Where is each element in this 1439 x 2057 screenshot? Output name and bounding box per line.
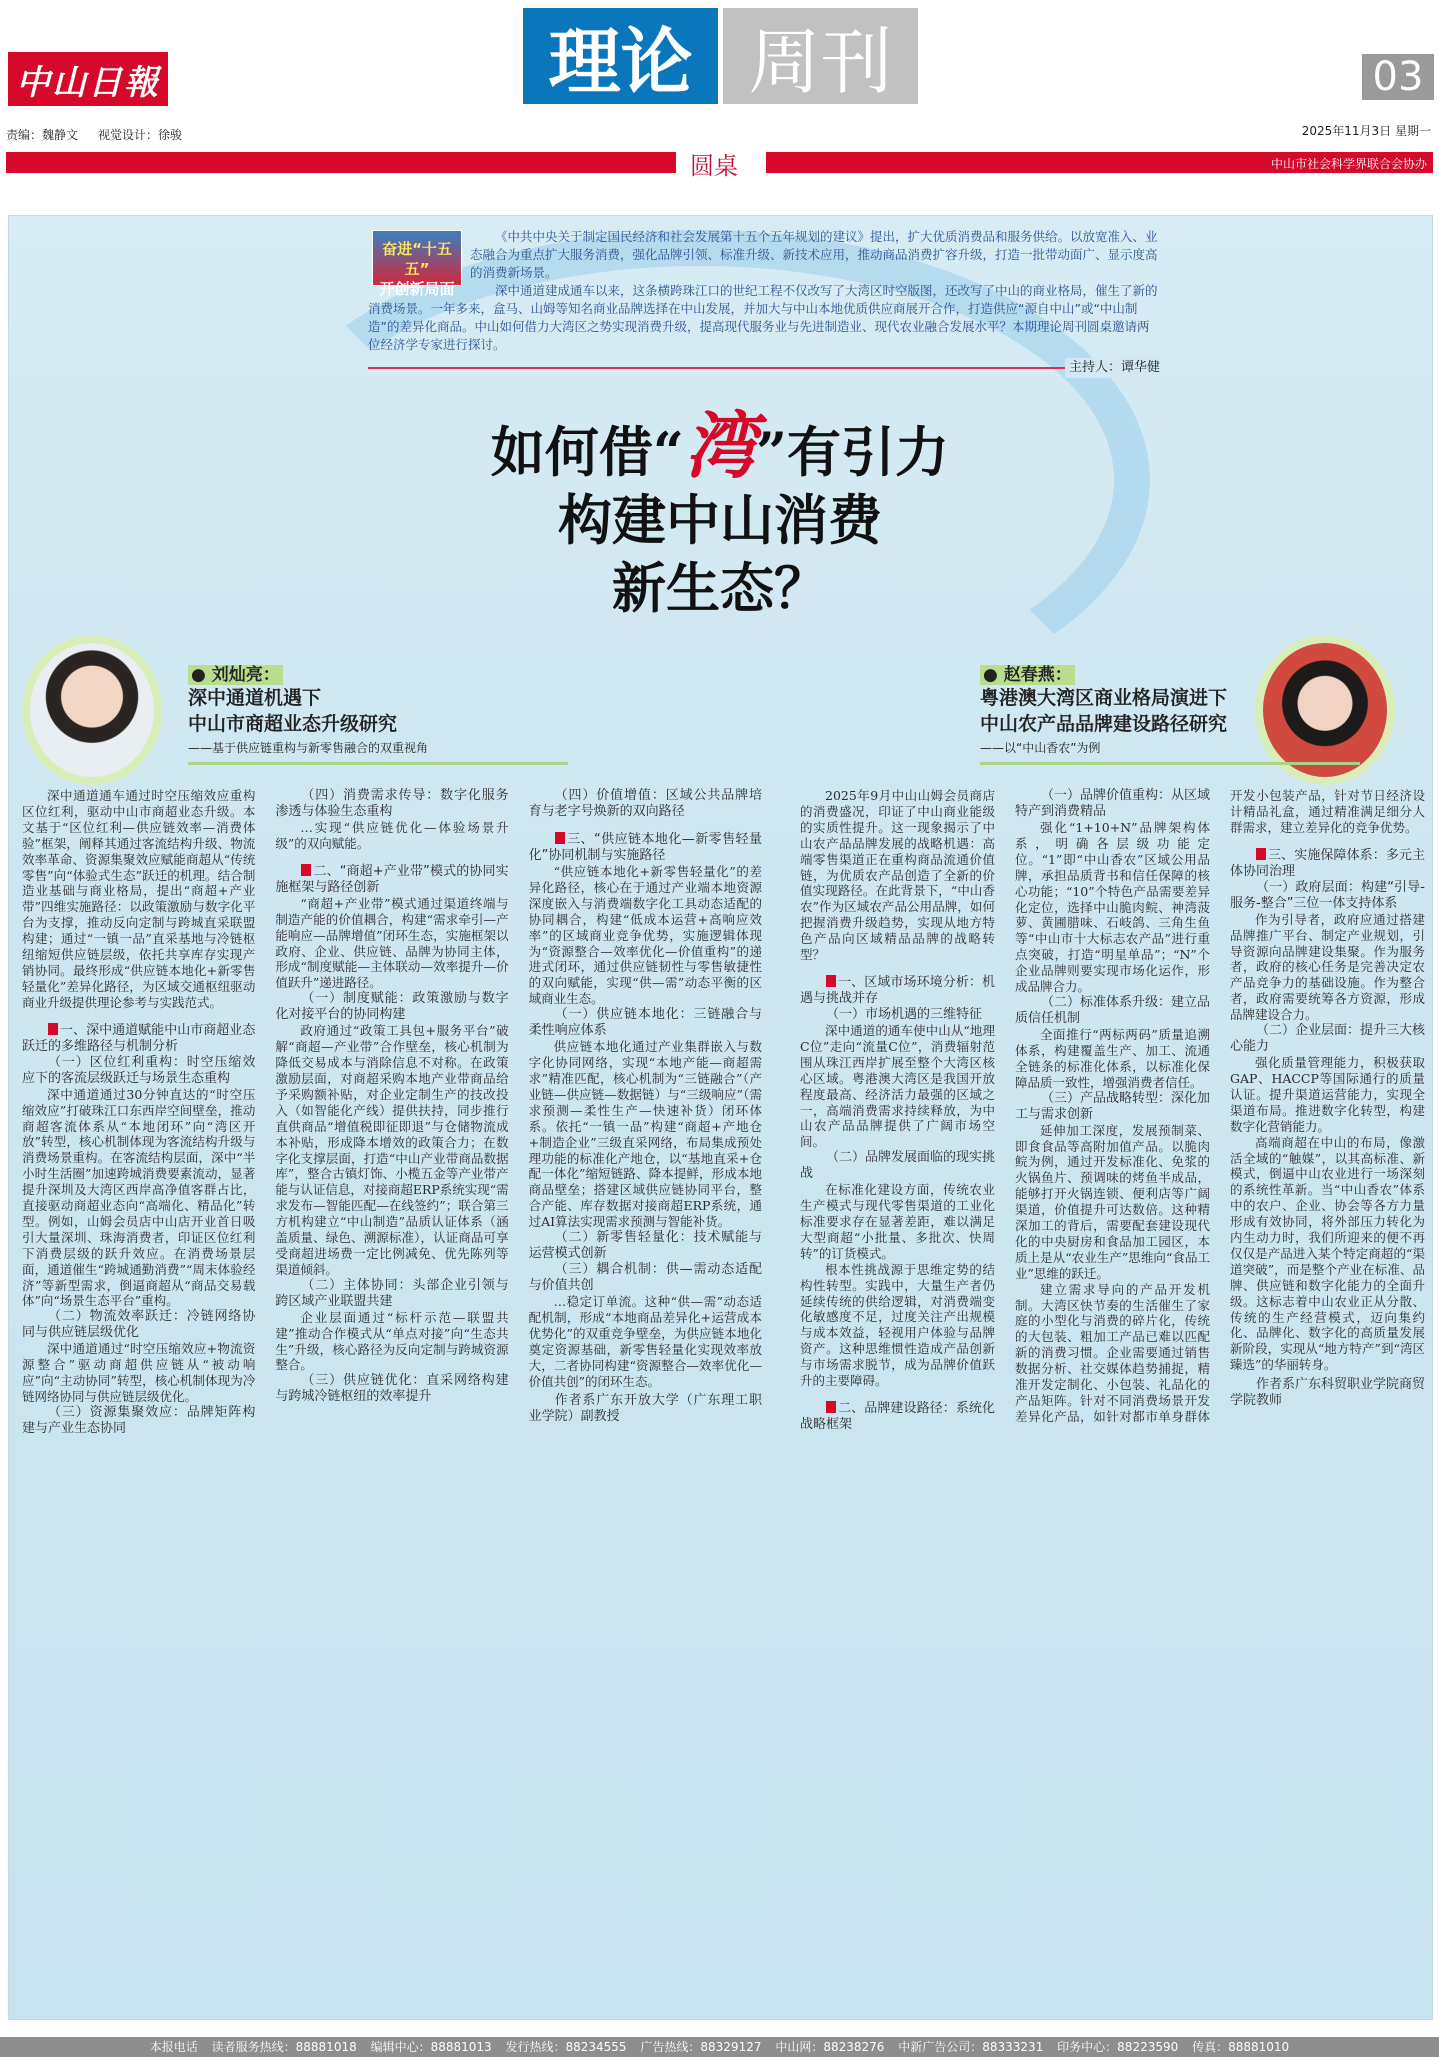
footer-item: 中新广告公司：88333231 <box>898 2040 1044 2054</box>
subsection-heading: （一）制度赋能：政策激励与数字化对接平台的协同构建 <box>275 991 509 1023</box>
section-heading: 二、“商超+产业带”模式的协同实施框架与路径创新 <box>275 863 509 895</box>
footer-item: 广告热线：88329127 <box>640 2040 762 2054</box>
author-name: ● 刘灿亮： <box>188 665 283 685</box>
intro-block <box>368 228 1160 378</box>
article1-body <box>22 788 762 2010</box>
article-subtitle: ——以“中山香农”为例 <box>980 741 1101 755</box>
footer-label: 本报电话 <box>149 2040 198 2054</box>
subsection-heading: （三）资源集聚效应：品牌矩阵构建与产业生态协同 <box>22 1405 256 1436</box>
paragraph: …实现“供应链优化—体验场景升级”的双向赋能。 <box>275 820 509 851</box>
paragraph: 供应链本地化通过产业集群嵌入与数字化协同网络，实现“本地产能—商超需求”精准匹配，核心机制为“三链融合”（产业链—供应链—数据链）与“三级响应”（需求预测—柔性生产—快速补货）闭环体系。依托“一镇一品”构建“商超+产地仓+制造企业”三级直采网络，布局集成预处理功能的标准化产地仓，以“基地直采+仓配一体化”缩短链路、降本提鲜，形成本地商品壁垒；搭建区域供应链协同平台，整合产能、库存数据对接商超ERP系统，通过AI算法实现需求预测与智能补货。 <box>528 1039 762 1230</box>
paragraph: 深中通道通过“时空压缩效应+物流资源整合”驱动商超供应链从“被动响应”向“主动协同”转型，核心机制体现为冷链网络协同与供应链层级优化。 <box>22 1341 256 1405</box>
issue-date: 2025年11月3日 星期一 <box>1301 124 1431 138</box>
editor: 责编：魏静文 <box>6 128 79 142</box>
footer-item: 传真：88881010 <box>1192 2040 1290 2054</box>
paragraph: 延伸加工深度，发展预制菜、即食食品等高附加值产品。以脆肉鲩为例，通过开发标准化、免浆的火锅鱼片、预调味的烤鱼半成品，能够打开火锅连锁、便利店等广阔渠道，价值提升可达数倍。这种精深加工的背后，需要配套建设现代化的中央厨房和食品加工园区，本质上是从“农业生产”思维向“食品工业”思维的跃迁。 <box>1015 1122 1210 1281</box>
paragraph: 强化“1+10+N”品牌架构体系，明确各层级功能定位。“1”即“中山香农”区域公用品牌，承担品质背书和信任保障的核心功能；“10”个特色产品需要差异化定位，选择中山脆肉鲩、神湾菠萝、黄圃腊味、石岐鸽、三角生鱼等“中山市十大标志农产品”进行重点突破，打造“明星单品”；“N”个企业品牌则要实现市场化运作，形成品牌合力。 <box>1015 820 1210 995</box>
subsection-heading: （四）价值增值：区域公共品牌培育与老字号焕新的双向路径 <box>528 788 762 819</box>
subsection-heading: （三）耦合机制：供—需动态适配与价值共创 <box>528 1262 762 1294</box>
article2-body <box>800 788 1425 2010</box>
footer-item: 编辑中心：88881013 <box>370 2040 492 2054</box>
paragraph: …稳定订单流。这种“供—需”动态适配机制，形成“本地商品差异化+运营成本优势化”的双重竞争壁垒，为供应链本地化奠定资源基础，新零售轻量化实现效率放大，二者协同构建“资源整合—效率优化—价值共创”的闭环生态。 <box>528 1294 762 1389</box>
divider <box>188 762 568 765</box>
footer-item: 印务中心：88223590 <box>1057 2040 1179 2054</box>
article-title: 粤港澳大湾区商业格局演进下 <box>980 687 1228 709</box>
subsection-heading: （二）品牌发展面临的现实挑战 <box>800 1150 996 1182</box>
subsection-heading: （一）区位红利重构：时空压缩效应下的客流层级跃迁与场景生态重构 <box>22 1054 256 1086</box>
intro-text <box>368 228 1160 354</box>
section-heading: 三、实施保障体系：多元主体协同治理 <box>1230 847 1425 879</box>
newspaper-logo: 中山日報 <box>8 52 168 106</box>
article-title: 深中通道机遇下 <box>188 687 322 709</box>
author-byline: 作者系广东科贸职业学院商贸学院教师 <box>1230 1377 1426 1409</box>
campaign-badge <box>372 230 462 298</box>
footer-item: 发行热线：88234555 <box>505 2040 627 2054</box>
paragraph: 高端商超在中山的布局，像激活全域的“触媒”，以其高标准、新模式，倒逼中山农业进行一场深刻的系统性革新。当“中山香农”体系中的农户、企业、协会等各方力量形成有效协同，将外部压力转化为内生动力时，我们所迎来的便不再仅仅是产品进入某个特定商超的“渠道突破”，而是整个产业在标准、品牌、供应链和数字化能力的全面升级。这标志着中山农业正从分散、传统的生产经营模式，迈向集约化、品牌化、数字化的高质量发展新阶段，实现从“地方特产”到“湾区臻选”的华丽转身。 <box>1230 1134 1425 1373</box>
article1-header <box>188 660 568 765</box>
paragraph: 2025年9月中山山姆会员商店的消费盛况，印证了中山商业能级的实质性提升。这一现象揭示了中山农产品品牌发展的战略机遇：高端零售渠道正在重构商品流通价值链，为优质农产品创造了全新的价值实现路径。在此背景下，“中山香农”作为区域农产品公用品牌，如何把握消费升级趋势，实现从地方特色产品向区域精品品牌的战略转型？ <box>800 788 995 963</box>
sponsor: 中山市社会科学界联合会协办 <box>1270 157 1427 171</box>
paragraph: 根本性挑战源于思维定势的结构性转型。实践中，大量生产者仍延续传统的供给逻辑，对消费端变化敏感度不足，过度关注产出规模与成本效益，轻视用户体验与品牌资产。这种思维惯性造成产品创新与市场需求脱节，成为品牌价值跃升的主要障碍。 <box>800 1261 995 1389</box>
subsection-heading: （二）新零售轻量化：技术赋能与运营模式创新 <box>528 1230 762 1262</box>
page-number: 03 <box>1362 54 1434 100</box>
paragraph: “供应链本地化+新零售轻量化”的差异化路径，核心在于通过产业端本地资源深度嵌入与消费端数字化工具动态适配的协同耦合，构建“低成本运营+高响应效率”的区域商业竞争优势，实施逻辑体现为“资源整合—效率优化—价值重构”的递进式闭环，通过供应链韧性与零售敏捷性的双向赋能，实现“供—需”动态平衡的区域商业生态。 <box>528 864 762 1007</box>
headline-line3: 新生态？ <box>612 556 828 620</box>
paragraph: 政府通过“政策工具包+服务平台”破解“商超—产业带”合作壁垒，核心机制为降低交易成本与消除信息不对称。在政策激励层面，对商超采购本地产业带商品给予采购额补贴，对企业定制生产的技改投入（如智能化产线）提供扶持，同步推行直供商品“增值税即征即退”与仓储物流成本补贴，形成降本增效的政策合力；在数字化支撑层面，打造“中山产业带商品数据库”，整合古镇灯饰、小榄五金等产业带产能与认证信息，对接商超ERP系统实现“需求发布—智能匹配—在线签约”；联合第三方机构建立“中山制造”品质认证体系（涵盖质量、绿色、溯源标准），认证商品可享受商超进场费一定比例减免、优先陈列等渠道倾斜。 <box>275 1023 509 1277</box>
paragraph: 作为引导者，政府应通过搭建品牌推广平台、制定产业规划，引导资源向品牌建设集聚。作为服务者，政府的核心任务是完善决定农产品竞争力的基础设施。作为整合者，政府需要统筹各方资源，形成品牌建设合力。 <box>1230 911 1425 1023</box>
section-heading: 三、“供应链本地化—新零售轻量化”协同机制与实施路径 <box>528 832 762 863</box>
author-byline: 作者系广东开放大学（广东理工职业学院）副教授 <box>528 1393 762 1425</box>
paragraph: “商超+产业带”模式通过渠道终端与制造产能的价值耦合，构建“需求牵引—产能响应—品牌增值”闭环生态，实施框架以政府、企业、供应链、品牌为协同主体，形成“制度赋能—主体联动—效率提升—价值跃升”递进路径。 <box>275 895 509 991</box>
host-row <box>368 358 1160 378</box>
host-credit: 主持人：谭华健 <box>1065 358 1160 378</box>
red-bar-left <box>6 152 676 173</box>
author-photo-liu <box>22 635 162 785</box>
divider <box>980 762 1360 765</box>
headline-line2: 构建中山消费 <box>558 488 882 552</box>
subsection-heading: （二）企业层面：提升三大核心能力 <box>1230 1023 1426 1055</box>
paragraph: 在标准化建设方面，传统农业生产模式与现代零售渠道的工业化标准要求存在显著差距，难以满足大型商超“小批量、多批次、快周转”的订货模式。 <box>800 1182 995 1261</box>
paragraph: 深中通道通过30分钟直达的“时空压缩效应”打破珠江口东西岸空间壁垒，推动商超客流体系从“本地闭环”向“湾区开放”转型，核心机制体现为客流结构升级与消费场景重构。在客流结构层面，深中“半小时生活圈”加速跨城消费要素流动，显著提升深圳及大湾区西岸高净值客群占比，直接驱动商超业态向“高端化、精品化”转型。例如，山姆会员店中山店开业首日吸引大量深圳、珠海消费者，印证区位红利下消费层级的跃升效应。在消费场景层面，通道催生“跨城通勤消费”“周末体验经济”等新型需求，倒逼商超从“商品交易载体”向“场景生态平台”重构。 <box>22 1086 256 1309</box>
paragraph: 深中通道通车通过时空压缩效应重构区位红利，驱动中山市商超业态升级。本文基于“区位红利—供应链效率—消费体验”框架，阐释其通过客流结构升级、物流效率革命、资源集聚效应赋能商超从“传统零售”向“体验式生态”跃迁的机理。结合制造业基础与商业格局，提出“商超+产业带”四维实施路径：以政策激励与数字化平台为支撑，推动反向定制与跨城直采联盟构建；通过“一镇一品”直采基地与冷链枢纽缩短供应链层级，依托共享库存实现产销协同。最终形成“供应链本地化+新零售轻量化”差异化路径，为区域交通枢纽驱动商业升级提供理论参考与实践范式。 <box>22 788 256 1010</box>
paragraph: 深中通道的通车使中山从“地理C位”走向“流量C位”，消费辐射范围从珠江西岸扩展至整个大湾区核心区域。粤港澳大湾区是我国开放程度最高、经济活力最强的区域之一，高端消费需求持续释放，为中山农产品品牌提供了广阔市场空间。 <box>800 1022 995 1150</box>
subsection-heading: （一）市场机遇的三维特征 <box>826 1006 983 1022</box>
subsection-heading: （一）供应链本地化：三链融合与柔性响应体系 <box>528 1007 762 1039</box>
section-heading: 一、深中通道赋能中山市商超业态跃迁的多维路径与机制分析 <box>22 1022 256 1054</box>
subsection-heading: （一）政府层面：构建“引导-服务-整合”三位一体支持体系 <box>1230 879 1425 911</box>
masthead-title-part1: 理论 <box>523 8 718 104</box>
footer-item: 读者服务热线：88881018 <box>211 2040 357 2054</box>
article-title: 中山农产品品牌建设路径研究 <box>980 713 1228 735</box>
page-headline <box>300 403 1140 622</box>
designer: 视觉设计：徐骏 <box>98 128 183 142</box>
subsection-heading: （二）标准体系升级：建立品质信任机制 <box>1015 994 1211 1026</box>
intro-paragraph: 《中共中央关于制定国民经济和社会发展第十五个五年规划的建议》提出，扩大优质消费品和服务供给。以放宽准入、业态融合为重点扩大服务消费，强化品牌引领、标准升级、新技术应用，推动商品消费扩容升级，打造一批带动面广、显示度高的消费新场景。 <box>470 229 1158 280</box>
intro-paragraph: 深中通道建成通车以来，这条横跨珠江口的世纪工程不仅改写了大湾区时空版图，还改写了中山的商业格局，催生了新的消费场景。一年多来，盒马、山姆等知名商业品牌选择在中山发展，并加大与中山本地优质供应商展开合作，打造供应“源自中山”或“中山制造”的差异化商品。中山如何借力大湾区之势实现消费升级，提高现代服务业与先进制造业、现代农业融合发展水平？本期理论周刊圆桌邀请两位经济学专家进行探讨。 <box>368 283 1158 352</box>
divider <box>368 367 1160 369</box>
headline-part: ”有引力 <box>756 420 950 484</box>
article-subtitle: ——基于供应链重构与新零售融合的双重视角 <box>188 741 429 755</box>
footer-item: 中山网：88238276 <box>775 2040 885 2054</box>
article-title: 中山市商超业态升级研究 <box>188 713 398 735</box>
headline-part: 如何借“ <box>490 420 684 484</box>
subsection-heading: （二）物流效率跃迁：冷链网络协同与供应链层级优化 <box>22 1309 256 1341</box>
column-name: 圆桌 <box>690 152 738 180</box>
paragraph: 建立需求导向的产品开发机制。大湾区快节奏的生活催生了家庭的小型化与消费的碎片化，传统的大包装、粗加工产品已难以匹配新的消费习惯。企业需要通过销售数据分析、社交媒体趋势捕捉，精准开发定制化、小包装、礼品化的产品矩阵。针对不同消费场景开发差异化产品，如针对都市单身群体开发小包装产品，针对节日经济设计精品礼盒，通过精准满足细分人群需求，建立差异化的竞争优势。 <box>1015 788 1425 1424</box>
paragraph: 强化质量管理能力，积极获取GAP、HACCP等国际通行的质量认证。提升渠道运营能力，实现全渠道布局。推进数字化转型，构建数字化营销能力。 <box>1230 1055 1425 1134</box>
subsection-heading: （三）供应链优化：直采网络构建与跨城冷链枢纽的效率提升 <box>275 1373 509 1405</box>
editor-credits <box>6 126 202 143</box>
headline-highlight: 湾 <box>683 403 756 488</box>
subsection-heading: （三）产品战略转型：深化加工与需求创新 <box>1015 1090 1211 1122</box>
author-name: ● 赵春燕： <box>980 665 1075 685</box>
article2-header <box>980 660 1360 765</box>
masthead-title-part2: 周刊 <box>723 8 918 104</box>
badge-line2: 开创新局面 <box>379 280 455 298</box>
subsection-heading: （一）品牌价值重构：从区域特产到消费精品 <box>1015 788 1211 819</box>
subsection-heading: （二）主体协同：头部企业引领与跨区域产业联盟共建 <box>275 1277 509 1309</box>
subsection-heading: （四）消费需求传导：数字化服务渗透与体验生态重构 <box>275 788 509 819</box>
paragraph: 企业层面通过“标杆示范—联盟共建”推动合作模式从“单点对接”向“生态共生”升级，核心路径为反向定制与跨城资源整合。 <box>275 1309 509 1373</box>
paragraph: 全面推行“两标两码”质量追溯体系，构建覆盖生产、加工、流通全链条的标准化体系，以标准化保障品质一致性，增强消费者信任。 <box>1015 1026 1210 1090</box>
footer-phone-bar <box>0 2037 1439 2057</box>
badge-line1: 奋进“十五五” <box>382 240 452 278</box>
section-heading: 二、品牌建设路径：系统化战略框架 <box>800 1401 995 1432</box>
section-heading: 一、区域市场环境分析：机遇与挑战并存 <box>800 974 995 1006</box>
